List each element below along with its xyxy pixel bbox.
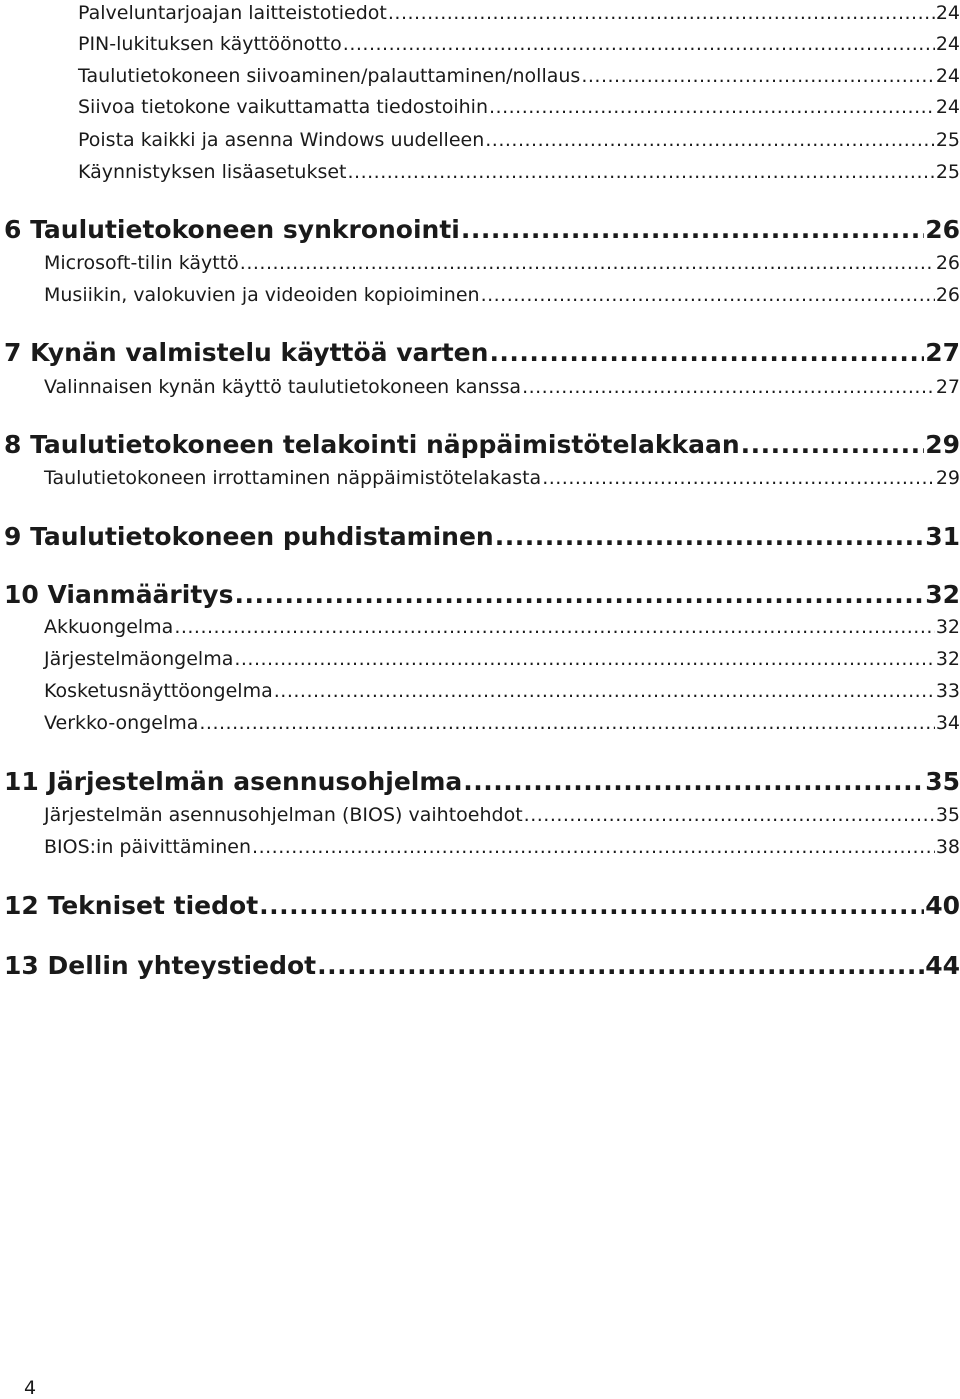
toc-entry-title: PIN-lukituksen käyttöönotto: [78, 33, 342, 55]
toc-entry-page: 26: [935, 284, 960, 306]
toc-entry-title: Taulutietokoneen irrottaminen näppäimistötelakasta: [44, 467, 542, 489]
dot-leader: [317, 951, 924, 980]
dot-leader: [259, 891, 924, 920]
dot-leader: [343, 33, 935, 55]
toc-entry-page: 38: [935, 836, 960, 858]
toc-entry-title: Musiikin, valokuvien ja videoiden kopioiminen: [44, 284, 480, 306]
toc-entry[interactable]: [78, 96, 960, 118]
dot-leader: [485, 129, 935, 151]
toc-entry-title: Akkuongelma: [44, 616, 174, 638]
dot-leader: [581, 65, 934, 87]
toc-entry-title: Järjestelmäongelma: [44, 648, 234, 670]
dot-leader: [489, 338, 924, 367]
toc-chapter-page: 44: [925, 951, 960, 980]
toc-chapter-page: 29: [925, 430, 960, 459]
toc-entry[interactable]: [44, 252, 960, 274]
toc-entry[interactable]: [44, 836, 960, 858]
toc-entry-title: Palveluntarjoajan laitteistotiedot: [78, 2, 387, 24]
dot-leader: [252, 836, 935, 858]
toc-entry-page: 32: [935, 616, 960, 638]
dot-leader: [348, 161, 935, 183]
toc-entry[interactable]: [78, 65, 960, 87]
toc-entry-page: 24: [935, 2, 960, 24]
toc-entry[interactable]: [44, 616, 960, 638]
toc-entry[interactable]: [44, 467, 960, 489]
toc-entry[interactable]: [44, 648, 960, 670]
toc-chapter[interactable]: [4, 522, 960, 551]
toc-entry-page: 34: [935, 712, 960, 734]
dot-leader: [234, 580, 924, 609]
toc-entry-page: 33: [935, 680, 960, 702]
dot-leader: [481, 284, 935, 306]
toc-entry-title: Järjestelmän asennusohjelman (BIOS) vaihtoehdot: [44, 804, 523, 826]
dot-leader: [240, 252, 935, 274]
toc-chapter-title: 8 Taulutietokoneen telakointi näppäimistötelakkaan: [4, 430, 740, 459]
dot-leader: [522, 376, 935, 398]
toc-chapter-title: 9 Taulutietokoneen puhdistaminen: [4, 522, 494, 551]
toc-entry[interactable]: [44, 712, 960, 734]
toc-chapter-title: 11 Järjestelmän asennusohjelma: [4, 767, 463, 796]
toc-chapter-title: 12 Tekniset tiedot: [4, 891, 259, 920]
toc-entry-title: Microsoft-tilin käyttö: [44, 252, 239, 274]
toc-entry-page: 25: [935, 161, 960, 183]
toc-entry-page: 35: [935, 804, 960, 826]
toc-entry[interactable]: [44, 284, 960, 306]
toc-entry[interactable]: [78, 33, 960, 55]
toc-entry-title: Valinnaisen kynän käyttö taulutietokoneen kanssa: [44, 376, 522, 398]
dot-leader: [274, 680, 935, 702]
toc-entry[interactable]: [44, 680, 960, 702]
toc-entry-page: 24: [935, 96, 960, 118]
toc-entry-title: Taulutietokoneen siivoaminen/palauttaminen/nollaus: [78, 65, 581, 87]
toc-entry[interactable]: [44, 376, 960, 398]
toc-chapter[interactable]: [4, 215, 960, 244]
toc-chapter-page: 27: [925, 338, 960, 367]
toc-chapter-title: 6 Taulutietokoneen synkronointi: [4, 215, 460, 244]
page-number: 4: [24, 1377, 37, 1399]
toc-entry-page: 24: [935, 65, 960, 87]
toc-entry-page: 32: [935, 648, 960, 670]
dot-leader: [174, 616, 935, 638]
toc-chapter[interactable]: [4, 430, 960, 459]
toc-chapter-page: 26: [925, 215, 960, 244]
toc-chapter-title: 13 Dellin yhteystiedot: [4, 951, 317, 980]
toc-entry-page: 27: [935, 376, 960, 398]
toc-chapter[interactable]: [4, 580, 960, 609]
toc-entry-title: Verkko-ongelma: [44, 712, 199, 734]
dot-leader: [234, 648, 934, 670]
toc-chapter-title: 10 Vianmääritys: [4, 580, 234, 609]
toc-entry-page: 24: [935, 33, 960, 55]
toc-entry-page: 29: [935, 467, 960, 489]
dot-leader: [461, 215, 924, 244]
dot-leader: [542, 467, 935, 489]
toc-chapter-title: 7 Kynän valmistelu käyttöä varten: [4, 338, 489, 367]
dot-leader: [388, 2, 935, 24]
toc-entry-page: 26: [935, 252, 960, 274]
toc-entry-title: BIOS:in päivittäminen: [44, 836, 252, 858]
toc-chapter[interactable]: [4, 951, 960, 980]
dot-leader: [524, 804, 935, 826]
dot-leader: [199, 712, 934, 734]
toc-entry[interactable]: [44, 804, 960, 826]
toc-chapter[interactable]: [4, 891, 960, 920]
dot-leader: [463, 767, 924, 796]
toc-entry-page: 25: [935, 129, 960, 151]
toc-entry[interactable]: [78, 129, 960, 151]
toc-entry-title: Käynnistyksen lisäasetukset: [78, 161, 347, 183]
toc-entry[interactable]: [78, 2, 960, 24]
toc-chapter[interactable]: [4, 338, 960, 367]
toc-entry-title: Kosketusnäyttöongelma: [44, 680, 273, 702]
toc-chapter-page: 35: [925, 767, 960, 796]
toc-chapter-page: 40: [925, 891, 960, 920]
toc-entry-title: Poista kaikki ja asenna Windows uudelleen: [78, 129, 485, 151]
toc-entry[interactable]: [78, 161, 960, 183]
toc-chapter[interactable]: [4, 767, 960, 796]
dot-leader: [495, 522, 924, 551]
dot-leader: [741, 430, 925, 459]
toc-chapter-page: 31: [925, 522, 960, 551]
dot-leader: [489, 96, 935, 118]
toc-chapter-page: 32: [925, 580, 960, 609]
toc-entry-title: Siivoa tietokone vaikuttamatta tiedostoihin: [78, 96, 489, 118]
